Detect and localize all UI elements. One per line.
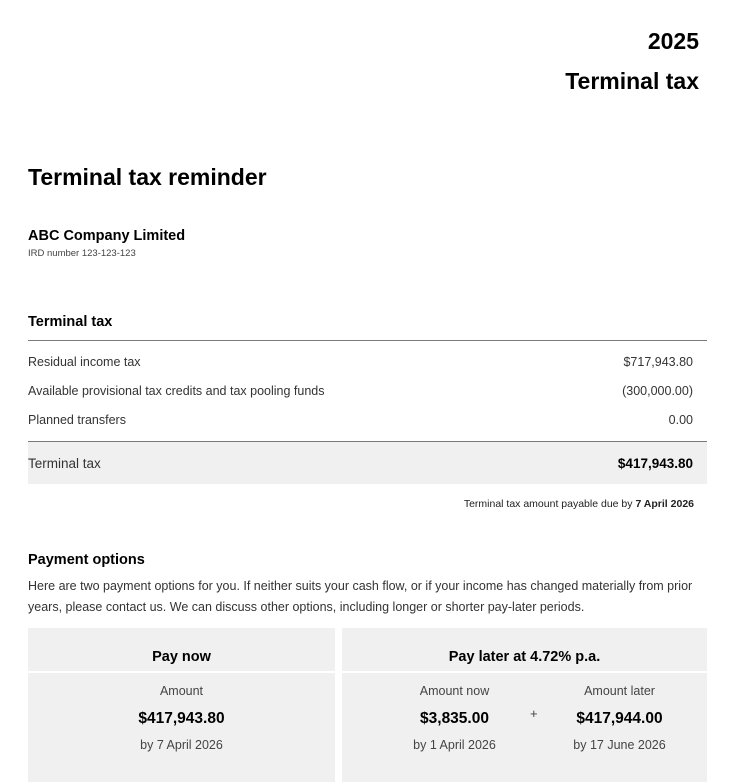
row-label: Available provisional tax credits and tax pooling funds <box>28 384 325 398</box>
pay-now-box <box>28 628 335 782</box>
pay-later-box <box>342 628 707 782</box>
document-title: Terminal tax <box>565 68 699 94</box>
tax-total-row <box>28 441 707 484</box>
row-label: Planned transfers <box>28 413 126 427</box>
due-text: Terminal tax amount payable due by <box>463 498 636 510</box>
ird-number: IRD number 123-123-123 <box>28 248 136 259</box>
due-note <box>464 498 694 510</box>
pay-now-column <box>28 684 335 752</box>
row-value: (300,000.00) <box>622 384 693 398</box>
amount-later-date: by 17 June 2026 <box>573 738 666 752</box>
heading-divider <box>28 340 707 341</box>
row-value: 0.00 <box>668 413 693 427</box>
company-name: ABC Company Limited <box>28 228 186 244</box>
payment-options-description: Here are two payment options for you. If neither suits your cash flow, or if your income has changed materially from prior years, please contact us. We can discuss other options, including longer or shorter pay-later periods. <box>28 579 693 614</box>
header-year: 2025 <box>647 28 699 54</box>
pay-now-amount: $417,943.80 <box>138 710 225 727</box>
tax-row-credits <box>28 377 707 406</box>
plus-sign: + <box>530 706 538 721</box>
amount-now-column <box>382 684 527 752</box>
total-value: $417,943.80 <box>617 456 693 471</box>
total-label: Terminal tax <box>28 456 101 471</box>
tax-row-residual <box>28 348 707 377</box>
amount-later-caption: Amount later <box>584 684 655 698</box>
amount-now-caption: Amount now <box>419 684 490 698</box>
amount-now-date: by 1 April 2026 <box>413 738 496 752</box>
pay-later-title: Pay later at 4.72% p.a. <box>342 628 707 673</box>
payment-options-heading: Payment options <box>28 552 145 568</box>
pay-now-date: by 7 April 2026 <box>140 738 223 752</box>
row-value: $717,943.80 <box>623 355 693 369</box>
due-date: 7 April 2026 <box>635 498 694 510</box>
pay-now-title: Pay now <box>28 628 335 673</box>
row-label: Residual income tax <box>28 355 141 369</box>
amount-caption: Amount <box>159 684 204 698</box>
amount-now-value: $3,835.00 <box>420 710 489 727</box>
amount-later-value: $417,944.00 <box>576 710 663 727</box>
reminder-title: Terminal tax reminder <box>28 164 267 190</box>
amount-later-column <box>547 684 692 752</box>
terminal-tax-heading: Terminal tax <box>28 314 113 330</box>
tax-row-transfers <box>28 406 707 435</box>
